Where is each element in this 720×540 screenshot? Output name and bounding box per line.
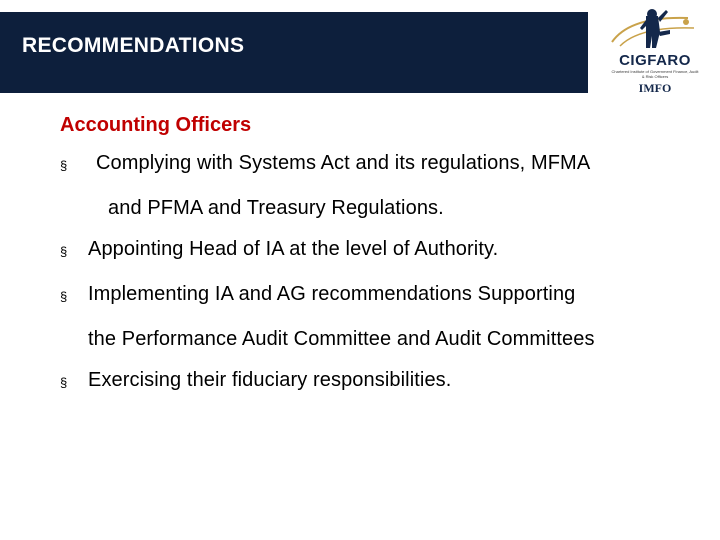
list-item-line: Complying with Systems Act and its regulations, MFMA — [96, 152, 591, 174]
bullet-icon: § — [60, 375, 68, 390]
list-item-line: Appointing Head of IA at the level of Authority. — [88, 238, 499, 260]
bullet-icon: § — [60, 289, 68, 304]
bullet-icon: § — [60, 244, 68, 259]
logo-brand-text: CIGFARO — [619, 52, 691, 69]
list-item-line: and PFMA and Treasury Regulations. — [108, 197, 444, 219]
logo-tagline: Chartered Institute of Government Finance, Audit & Risk Officers — [611, 69, 699, 79]
section-heading: Accounting Officers — [60, 114, 252, 136]
cigfaro-logo — [600, 2, 710, 98]
list-item-line: Exercising their fiduciary responsibilities. — [88, 369, 452, 391]
list-item-line: the Performance Audit Committee and Audit Committees — [88, 328, 595, 350]
list-item-line: Implementing IA and AG recommendations Supporting — [88, 283, 576, 305]
slide-title: RECOMMENDATIONS — [22, 34, 245, 57]
logo-sub-text: IMFO — [638, 81, 672, 95]
header-bar — [0, 12, 588, 93]
lion-emblem-icon — [600, 2, 710, 54]
bullet-icon: § — [60, 158, 68, 173]
